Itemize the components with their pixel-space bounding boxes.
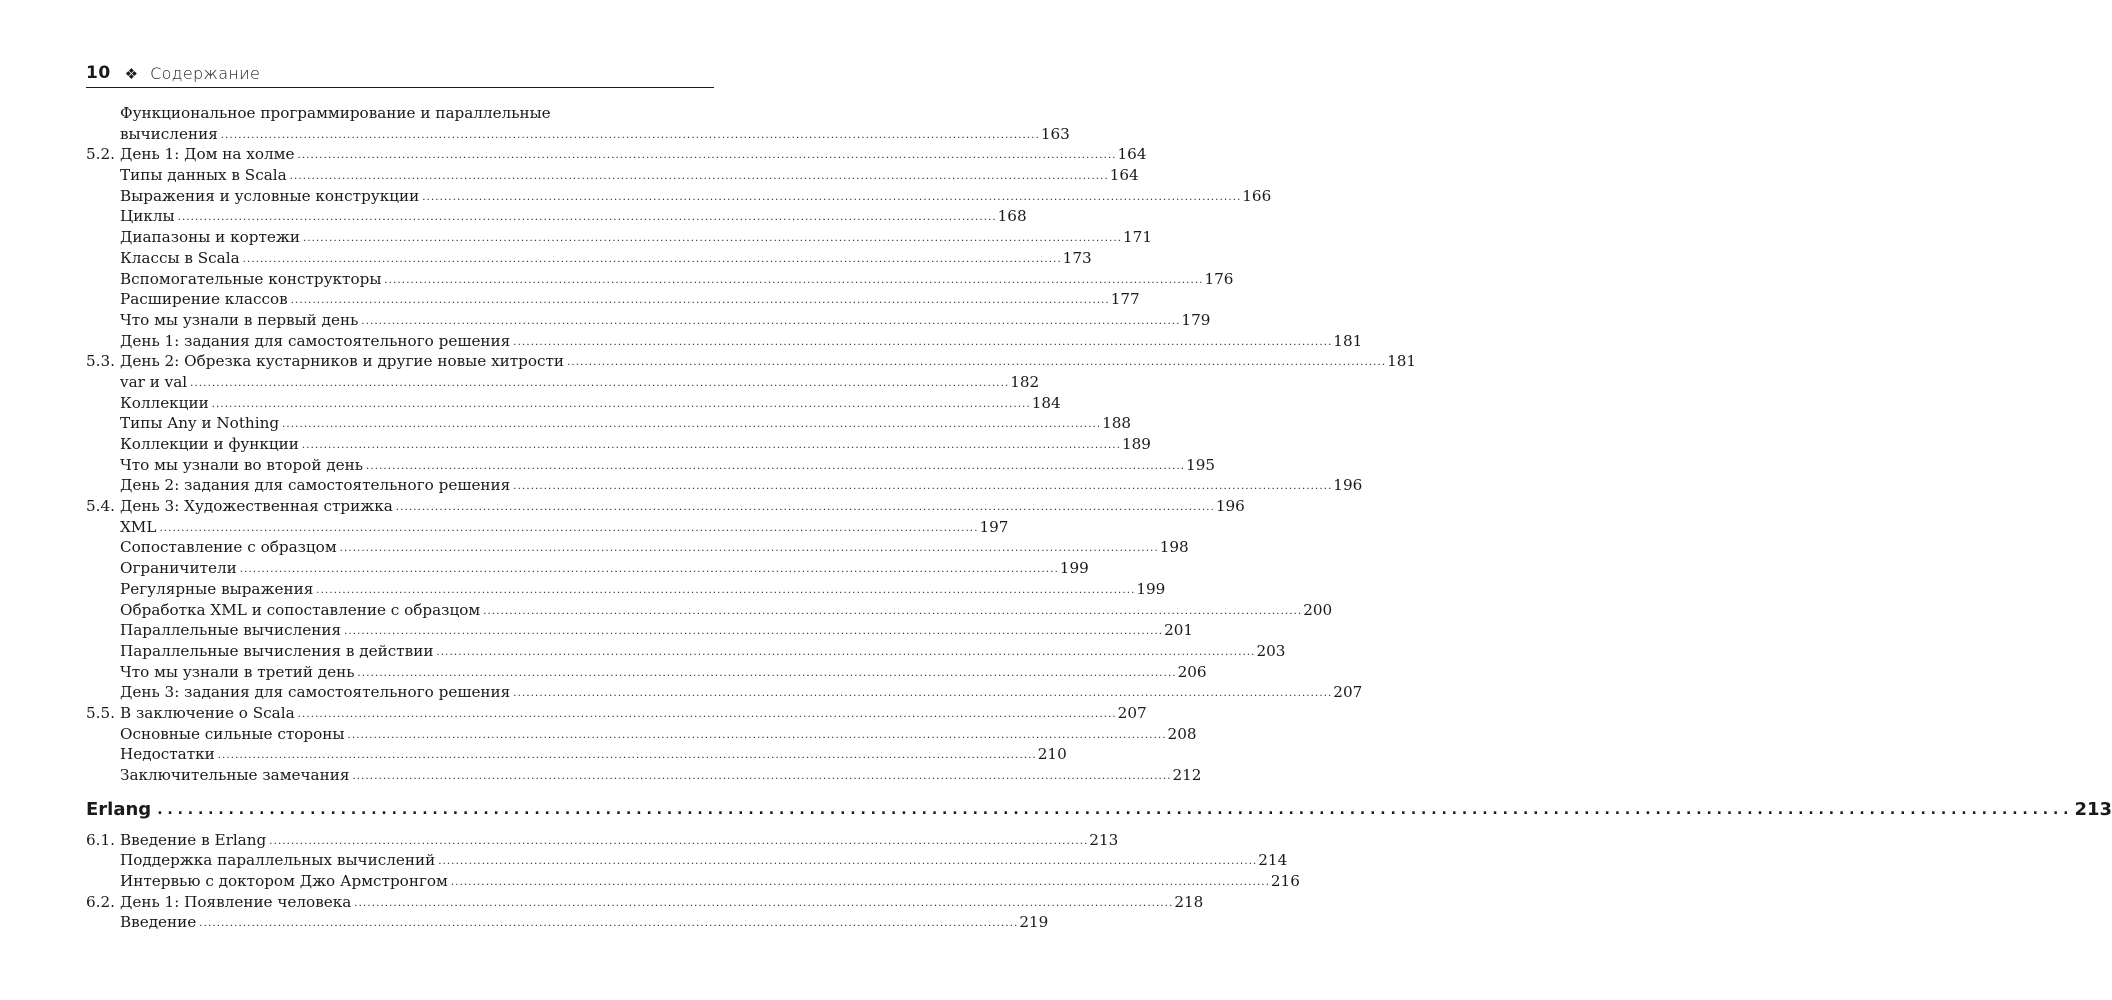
leader-dots [302, 436, 1119, 457]
leader-dots [451, 873, 1268, 894]
toc-entry[interactable] [86, 517, 1009, 538]
toc-entry[interactable] [86, 475, 1363, 496]
leader-dots [513, 684, 1330, 705]
toc-page-number: 189 [1121, 435, 1151, 453]
toc-section-entry[interactable] [86, 144, 1147, 165]
toc-entry-title: День 1: Дом на холме [120, 145, 295, 164]
toc-page-number: 212 [1172, 766, 1202, 784]
toc-page-number: 176 [1204, 269, 1234, 288]
toc-entry-title: Введение в Erlang [120, 830, 267, 849]
toc-entry[interactable] [86, 206, 1027, 227]
leader-dots [567, 353, 1384, 374]
table-of-contents [86, 103, 2112, 933]
toc-page-number: 197 [979, 517, 1009, 536]
toc-page-number: 210 [1037, 745, 1067, 764]
toc-entry-title: День 2: задания для самостоятельного решения [120, 476, 511, 495]
toc-entry-title: День 3: Художественная стрижка [120, 497, 393, 516]
toc-page-number: 199 [1136, 579, 1166, 598]
toc-page-number: 163 [1040, 124, 1070, 143]
leader-dots [157, 800, 2068, 821]
toc-entry[interactable] [86, 682, 1363, 703]
toc-entry-title: День 1: задания для самостоятельного решения [120, 331, 511, 350]
leader-dots [483, 602, 1300, 623]
toc-page-number: 213 [1089, 830, 1119, 849]
toc-page-number: 199 [1059, 559, 1089, 578]
leader-dots [348, 726, 1165, 747]
toc-entry[interactable] [86, 186, 1272, 207]
toc-entry[interactable] [86, 227, 1152, 248]
toc-page-number: 177 [1110, 290, 1140, 309]
chapter-heading[interactable] [86, 798, 2112, 826]
toc-entry-title: Выражения и условные конструкции [120, 186, 420, 205]
toc-entry-title: Классы в Scala [120, 248, 240, 267]
toc-page-number: 219 [1019, 913, 1049, 932]
toc-entry[interactable] [86, 912, 1049, 933]
leader-dots [190, 374, 1007, 395]
toc-entry[interactable] [86, 434, 1151, 455]
toc-entry-title: Что мы узнали в первый день [120, 310, 359, 329]
toc-entry[interactable] [86, 558, 1089, 579]
toc-entry[interactable] [86, 269, 1234, 290]
leader-dots [366, 457, 1183, 478]
toc-page-number: 214 [1258, 851, 1288, 870]
chapter-page-number: 213 [2074, 798, 2112, 820]
leader-dots [240, 560, 1057, 581]
toc-entry-title: Сопоставление с образцом [120, 538, 337, 557]
toc-entry-title: Функциональное программирование и параллельные [120, 104, 551, 122]
ornament-icon: ❖ [124, 65, 139, 83]
leader-dots [436, 643, 1253, 664]
toc-entry-title: Недостатки [120, 745, 215, 764]
toc-entry[interactable] [86, 124, 1070, 145]
toc-page-number: 181 [1387, 352, 1417, 371]
leader-dots [159, 519, 976, 540]
toc-entry-line [86, 103, 714, 124]
toc-entry-title: Параллельные вычисления [120, 621, 342, 640]
toc-page-number: 166 [1242, 186, 1272, 205]
leader-dots [212, 395, 1029, 416]
toc-section-entry[interactable] [86, 892, 1204, 913]
toc-entry[interactable] [86, 641, 1286, 662]
leader-dots [269, 832, 1086, 853]
toc-entry[interactable] [86, 413, 1132, 434]
header-title: Содержание [150, 64, 261, 83]
toc-entry-title: День 2: Обрезка кустарников и другие новые хитрости [120, 352, 565, 371]
section-number: 6.2. [86, 892, 115, 911]
toc-page-number: 200 [1303, 600, 1333, 619]
leader-dots [178, 208, 995, 229]
toc-entry-title: вычисления [120, 124, 218, 143]
toc-page-number: 171 [1123, 228, 1152, 247]
toc-page-number: 182 [1010, 372, 1040, 391]
leader-dots [282, 415, 1099, 436]
toc-page-number: 188 [1102, 414, 1132, 433]
toc-entry[interactable] [86, 393, 1061, 414]
leader-dots [344, 622, 1161, 643]
toc-entry-title: Расширение классов [120, 290, 288, 309]
toc-page-number: 218 [1174, 892, 1204, 911]
toc-entry[interactable] [86, 744, 1067, 765]
toc-entry-title: Коллекции [120, 393, 209, 412]
toc-page-number: 207 [1333, 683, 1363, 702]
section-number: 5.2. [86, 145, 115, 164]
toc-entry-title: Обработка XML и сопоставление с образцом [120, 600, 481, 619]
section-number: 5.5. [86, 703, 115, 722]
leader-dots [396, 498, 1213, 519]
leader-dots [316, 581, 1133, 602]
toc-entry-title: Введение [120, 913, 197, 932]
toc-section-entry[interactable] [86, 351, 1417, 372]
toc-entry-title: Диапазоны и кортежи [120, 228, 300, 247]
toc-entry-title: Что мы узнали во второй день [120, 455, 363, 474]
toc-section-entry[interactable] [86, 703, 1147, 724]
toc-entry[interactable] [86, 537, 1189, 558]
toc-entry-title: Что мы узнали в третий день [120, 662, 355, 681]
toc-entry[interactable] [86, 455, 1216, 476]
leader-dots [513, 477, 1330, 498]
toc-entry-title: В заключение о Scala [120, 703, 295, 722]
leader-dots [358, 664, 1175, 685]
toc-entry[interactable] [86, 600, 1333, 621]
toc-entry-title: Типы Any и Nothing [120, 414, 280, 433]
toc-entry-title: Коллекции и функции [120, 435, 299, 453]
page-number: 10 [86, 63, 111, 83]
leader-dots [218, 746, 1035, 767]
toc-entry[interactable] [86, 724, 1197, 745]
toc-page-number: 179 [1181, 310, 1211, 329]
toc-page-number: 198 [1159, 538, 1189, 557]
leader-dots [361, 312, 1178, 333]
toc-section-entry[interactable] [86, 496, 1245, 517]
toc-entry[interactable] [86, 579, 1166, 600]
leader-dots [221, 126, 1038, 147]
toc-page-number: 164 [1109, 166, 1139, 185]
leader-dots [422, 188, 1239, 209]
toc-page-number: 196 [1333, 476, 1363, 495]
toc-page-number: 195 [1186, 455, 1216, 474]
toc-entry-title: Поддержка параллельных вычислений [120, 851, 436, 870]
toc-entry[interactable] [86, 289, 1140, 310]
toc-entry-title: var и val [120, 372, 188, 391]
leader-dots [297, 146, 1114, 167]
toc-section-entry[interactable] [86, 830, 1119, 851]
toc-entry[interactable] [86, 310, 1211, 331]
toc-page-number: 207 [1117, 703, 1147, 722]
toc-page-number: 208 [1167, 724, 1197, 743]
toc-page-number: 173 [1062, 248, 1092, 267]
toc-entry-title: Параллельные вычисления в действии [120, 641, 434, 660]
toc-page-number: 184 [1031, 393, 1061, 412]
toc-entry-title: День 1: Появление человека [120, 892, 352, 911]
toc-entry-title: Регулярные выражения [120, 579, 314, 598]
toc-entry[interactable] [86, 372, 1040, 393]
toc-page-number: 196 [1215, 497, 1245, 516]
leader-dots [298, 705, 1115, 726]
toc-page-number: 201 [1164, 621, 1194, 640]
toc-entry-title: Вспомогательные конструкторы [120, 269, 382, 288]
toc-page-number: 168 [997, 207, 1027, 226]
toc-entry[interactable] [86, 662, 1207, 683]
section-number: 5.4. [86, 497, 115, 516]
leader-dots [199, 914, 1016, 935]
leader-dots [354, 894, 1171, 915]
toc-entry-title: День 3: задания для самостоятельного решения [120, 683, 511, 702]
toc-entry[interactable] [86, 765, 1202, 786]
chapter-title: Erlang [86, 798, 152, 820]
toc-entry-title: Интервью с доктором Джо Армстронгом [120, 872, 448, 891]
toc-entry-title: Ограничители [120, 559, 237, 578]
toc-page-number: 164 [1117, 145, 1147, 164]
toc-entry[interactable] [86, 620, 1194, 641]
leader-dots [384, 271, 1201, 292]
leader-dots [290, 167, 1107, 188]
toc-entry[interactable] [86, 248, 1092, 269]
leader-dots [243, 250, 1060, 271]
toc-entry-title: Заключительные замечания [120, 766, 350, 784]
toc-page-number: 203 [1256, 641, 1286, 660]
toc-entry[interactable] [86, 165, 1139, 186]
toc-entry-title: Типы данных в Scala [120, 166, 287, 185]
leader-dots [340, 539, 1157, 560]
toc-page-number: 181 [1333, 331, 1363, 350]
toc-page-number: 216 [1270, 872, 1300, 891]
toc-entry-title: Основные сильные стороны [120, 724, 345, 743]
section-number: 6.1. [86, 830, 115, 849]
toc-section-erlang [86, 830, 1300, 933]
leader-dots [291, 291, 1108, 312]
page-header [86, 60, 714, 88]
leader-dots [303, 229, 1120, 250]
toc-entry-title: Циклы [120, 207, 175, 226]
leader-dots [513, 333, 1330, 354]
toc-entry-title: XML [120, 517, 157, 536]
toc-entry[interactable] [86, 871, 1300, 892]
leader-dots [438, 852, 1255, 873]
section-number: 5.3. [86, 352, 115, 371]
toc-section-scala [86, 103, 1417, 786]
toc-entry[interactable] [86, 850, 1288, 871]
toc-page-number: 206 [1177, 662, 1207, 681]
toc-entry[interactable] [86, 331, 1363, 352]
leader-dots [352, 767, 1169, 788]
